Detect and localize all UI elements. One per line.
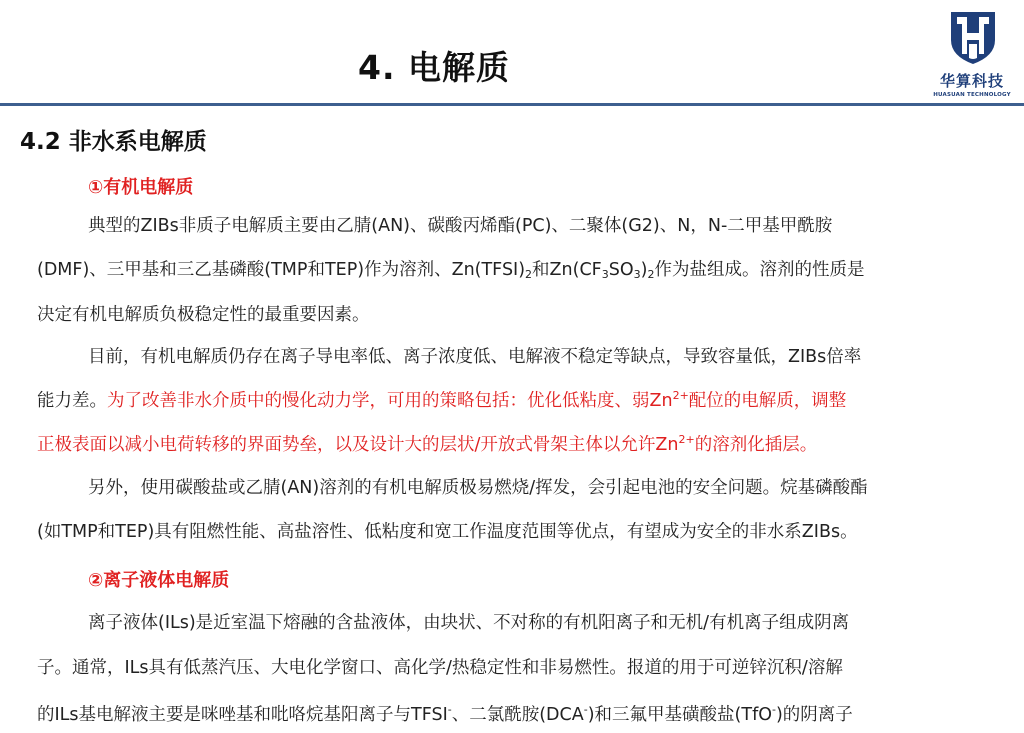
section-heading: 4.2 非水系电解质 xyxy=(20,129,207,155)
organic-p2-line1: 目前，有机电解质仍存在离子导电率低、离子浓度低、电解液不稳定等缺点，导致容量低，ZIBs倍率 xyxy=(88,347,862,367)
company-logo xyxy=(926,10,1018,98)
organic-p3-line1: 另外，使用碳酸盐或乙腈(AN)溶剂的有机电解质极易燃烧/挥发，会引起电池的安全问题。烷基磷酸酯 xyxy=(88,478,868,498)
header-divider xyxy=(0,103,1024,106)
organic-p2-line3: 正极表面以减小电荷转移的界面势垒，以及设计大的层状/开放式骨架主体以允许$Zn^{2+}$的溶剂化插层。 xyxy=(37,433,818,455)
organic-electrolyte-heading: ①有机电解质 xyxy=(88,177,194,198)
logo-company-name: 华算科技 xyxy=(939,72,1004,90)
ionic-p1-line3: 的ILs基电解液主要是咪唑基和吡咯烷基阳离子与TFSI-、二氯酰胺(DCA-)和三氟甲基磺酸盐(TfO-)的阴离子 xyxy=(37,703,853,725)
organic-p1-line1: 典型的ZIBs非质子电解质主要由乙腈(AN)、碳酸丙烯酯(PC)、二聚体(G2)、N，N-二甲基甲酰胺 xyxy=(88,216,833,236)
organic-p1-line2: (DMF)、三甲基和三乙基磷酸(TMP和TEP)作为溶剂、$Zn(TFSI)_2$和$Zn(CF_3SO_3)_2$作为盐组成。溶剂的性质是 xyxy=(37,260,865,281)
logo-shield-icon xyxy=(948,10,998,66)
logo-company-subtitle: HUASUAN TECHNOLOGY xyxy=(933,92,1011,98)
ionic-p1-line2: 子。通常，ILs具有低蒸汽压、大电化学窗口、高化学/热稳定性和非易燃性。报道的用于可逆锌沉积/溶解 xyxy=(37,658,843,678)
ionic-liquid-electrolyte-heading: ②离子液体电解质 xyxy=(88,570,230,591)
organic-p3-line2: (如TMP和TEP)具有阻燃性能、高盐溶性、低粘度和宽工作温度范围等优点，有望成为安全的非水系ZIBs。 xyxy=(37,522,858,542)
organic-p2-line2: 能力差。为了改善非水介质中的慢化动力学，可用的策略包括：优化低粘度、弱$Zn^{2+}$配位的电解质，调整 xyxy=(37,389,847,411)
ionic-p1-line1: 离子液体(ILs)是近室温下熔融的含盐液体，由块状、不对称的有机阳离子和无机/有机离子组成阴离 xyxy=(88,613,850,633)
slide-title: 4. 电解质 xyxy=(358,48,510,87)
organic-p1-line3: 决定有机电解质负极稳定性的最重要因素。 xyxy=(37,305,370,325)
highlighted-strategy-text: 为了改善非水介质中的慢化动力学，可用的策略包括：优化低粘度、弱Zn xyxy=(107,391,673,411)
